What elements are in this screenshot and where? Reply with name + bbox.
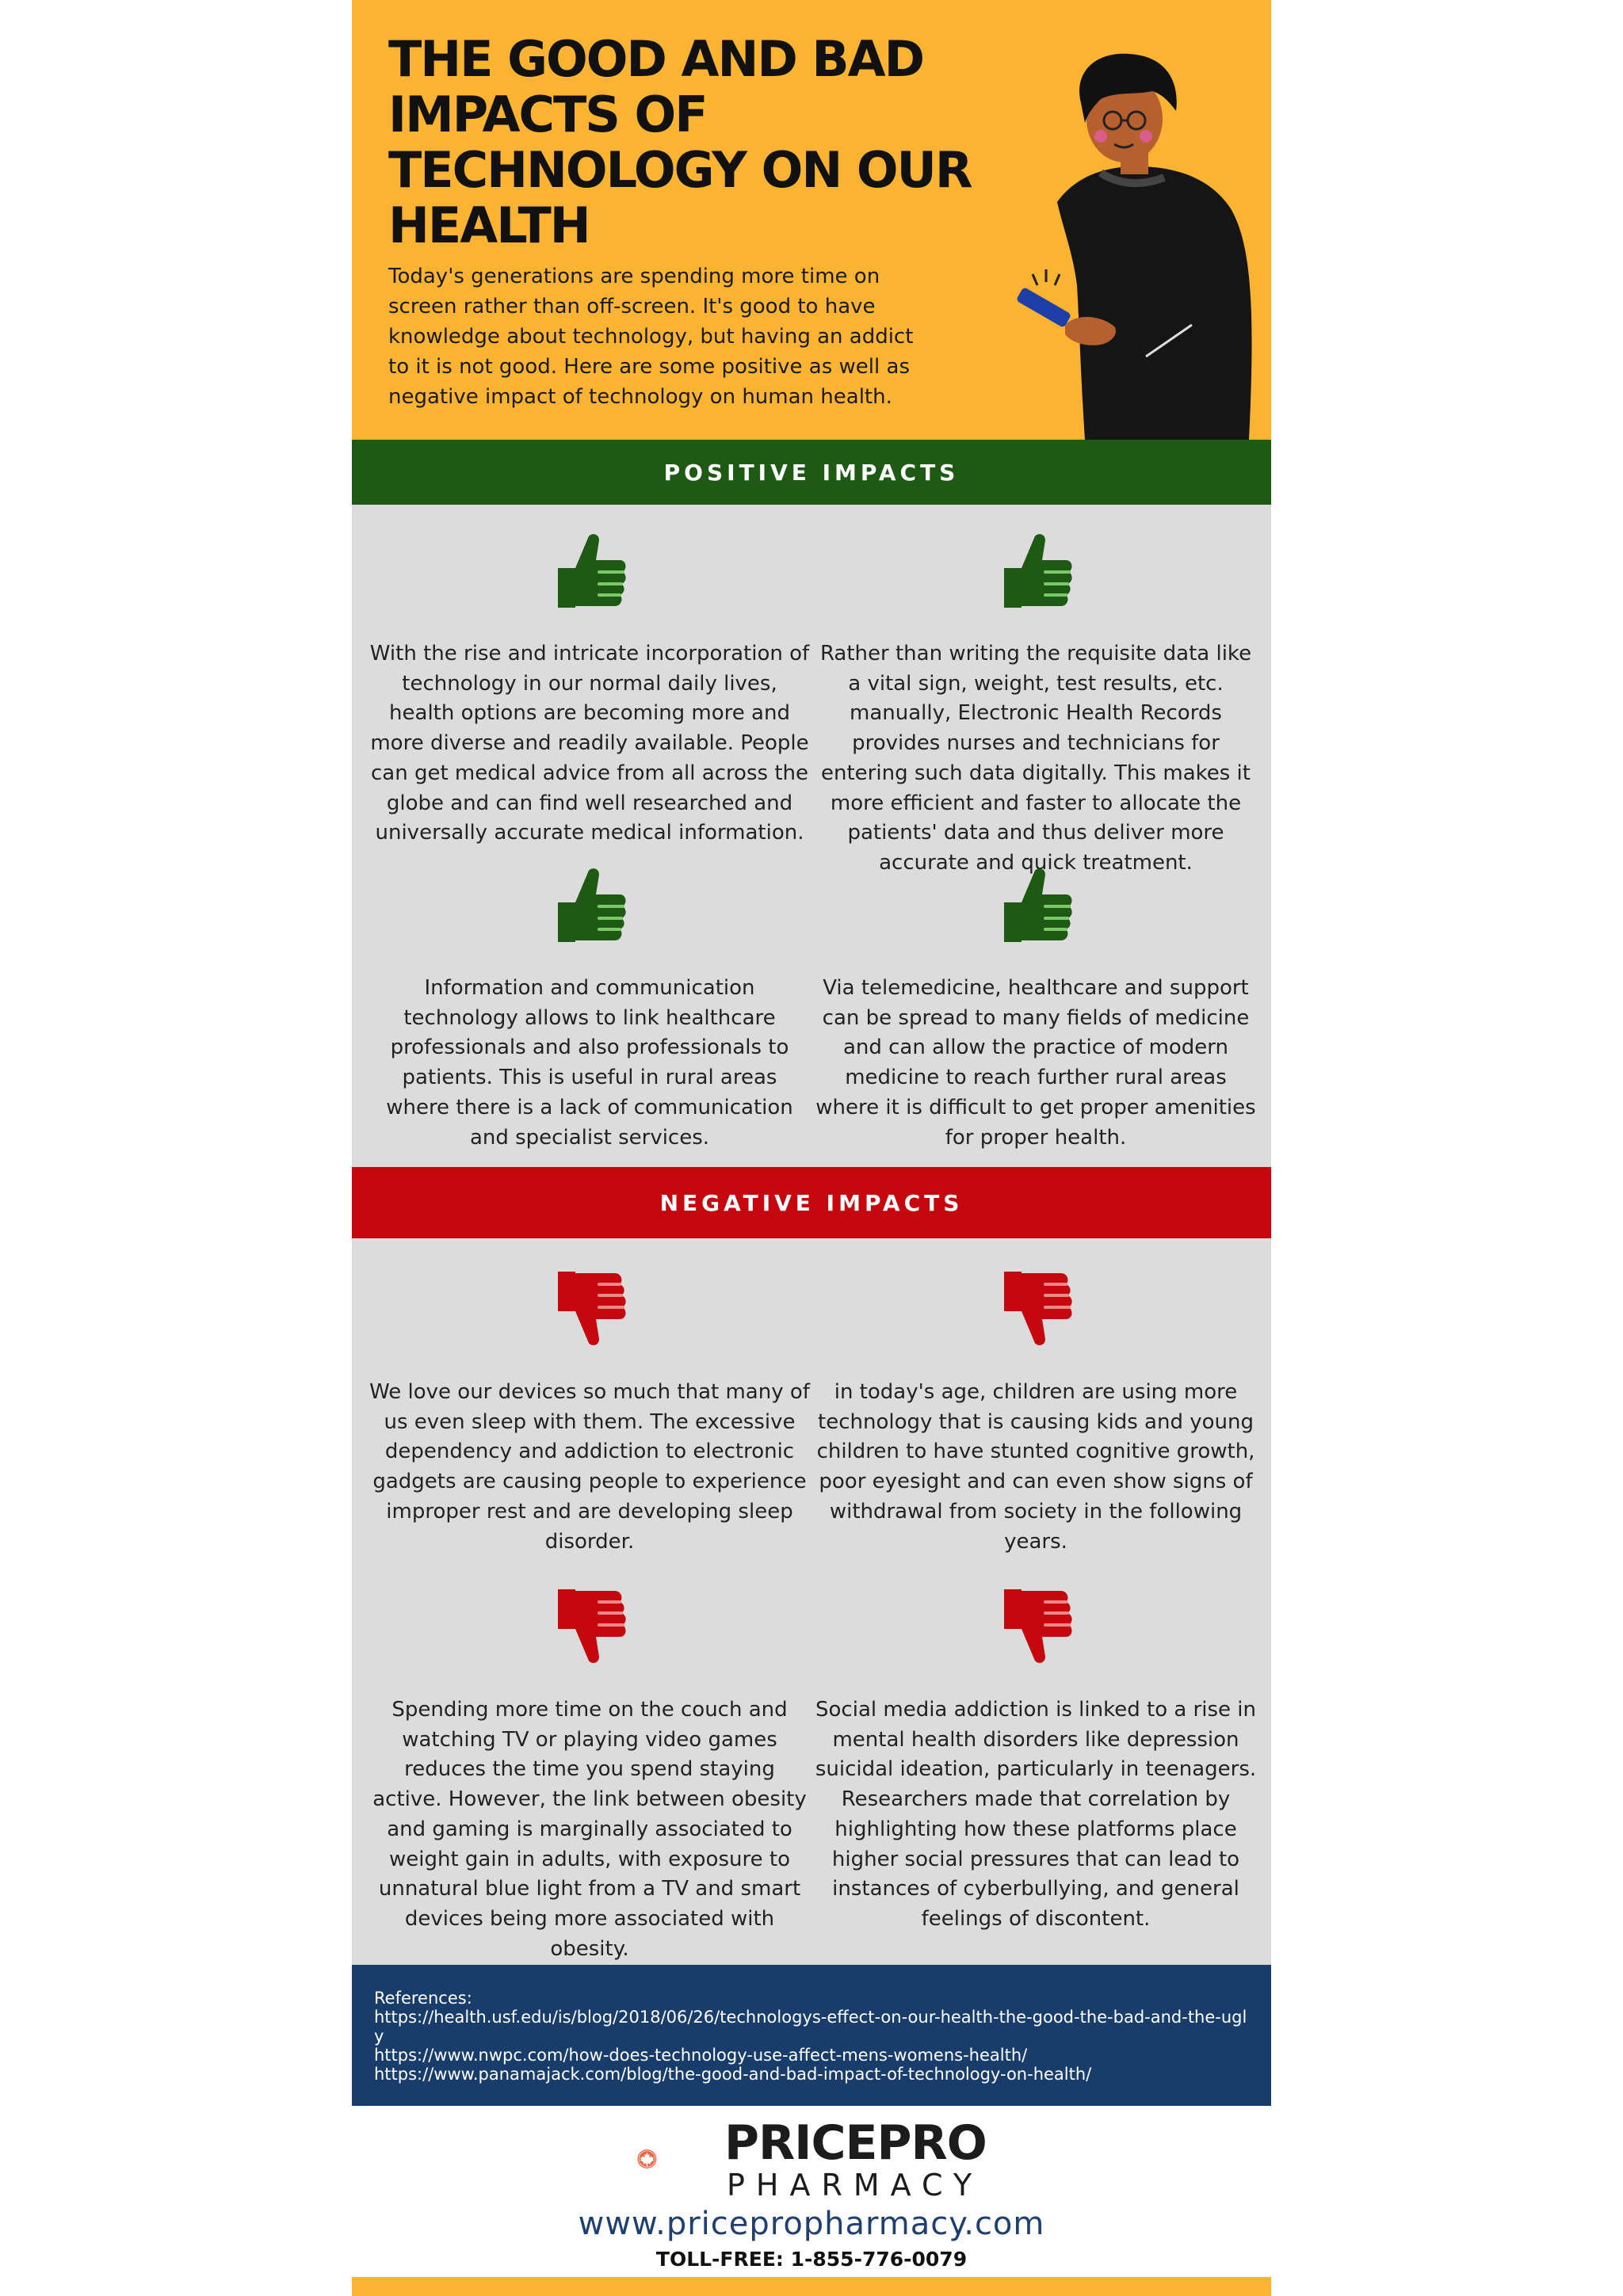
thumbs-down-icon <box>550 1267 629 1351</box>
references-section <box>352 1965 1271 2106</box>
positive-item-text: With the rise and intricate incorporation of technology in our normal daily lives, health options are becoming more and more diverse and readily available. People can get medical advice from all across the globe and can find well researched and universally accurate medical information. <box>369 642 810 845</box>
reference-link[interactable]: https://health.usf.edu/is/blog/2018/06/26/technologys-effect-on-our-health-the-good-the-bad-and-the-ugly <box>374 2008 1247 2046</box>
bottom-strip <box>352 2277 1271 2296</box>
negative-impacts-panel <box>352 1238 1271 1965</box>
brand-name: PRICEPRO <box>724 2115 987 2171</box>
negative-item <box>368 1585 812 1964</box>
thumbs-down-icon <box>550 1585 629 1669</box>
positive-item <box>814 863 1258 1153</box>
negative-item-text: in today's age, children are using more technology that is causing kids and young children to have stunted cognitive growth, poor eyesight and can even show signs of withdrawal from society in the following years. <box>816 1380 1255 1554</box>
negative-item <box>814 1585 1258 1935</box>
positive-item-text: Rather than writing the requisite data like a vital sign, weight, test results, etc. manually, Electronic Health Records provides nurses and technicians for entering such data digitally. This makes it more efficient and faster to allocate the patients' data and thus deliver more accurate and quick treatment. <box>819 642 1252 875</box>
negative-item-text: Spending more time on the couch and watching TV or playing video games reduces the time you spend staying active. However, the link between obesity and gaming is marginally associated to weight gain in adults, with exposure to unnatural blue light from a TV and smart devices being more associated with obesity. <box>372 1698 807 1961</box>
negative-impacts-banner <box>352 1167 1271 1238</box>
positive-item <box>368 528 812 849</box>
page-title: THE GOOD AND BAD IMPACTS OF TECHNOLOGY ON OUR HEALTH <box>388 30 972 254</box>
negative-item <box>368 1267 812 1557</box>
references-title: References: <box>374 1989 472 2008</box>
negative-item <box>814 1267 1258 1557</box>
reference-link[interactable]: https://www.nwpc.com/how-does-technology-use-affect-mens-womens-health/ <box>374 2046 1028 2065</box>
positive-item <box>368 863 812 1153</box>
brand-subtitle: PHARMACY <box>727 2168 983 2203</box>
positive-item-text: Information and communication technology allows to link healthcare professionals and also professionals to patients. This is useful in rural areas where there is a lack of communication and specialist services. <box>386 976 793 1150</box>
thumbs-up-icon <box>996 528 1075 612</box>
positive-impacts-panel <box>352 505 1271 1167</box>
thumbs-up-icon <box>996 863 1075 947</box>
negative-item-text: Social media addiction is linked to a rise in mental health disorders like depression suicidal ideation, particularly in teenagers. Researchers made that correlation by highlighting how these platforms place higher social pressures that can lead to instances of cyberbullying, and general feelings of discontent. <box>815 1698 1257 1931</box>
thumbs-down-icon <box>996 1267 1075 1351</box>
intro-text: Today's generations are spending more time on screen rather than off-screen. It's good to have knowledge about technology, but having an addict to it is not good. Here are some positive as well as negative impact of technology on human health. <box>388 265 914 409</box>
person-with-phone-illustration <box>938 48 1271 440</box>
thumbs-down-icon <box>996 1585 1075 1669</box>
website-link[interactable]: www.pricepropharmacy.com <box>578 2206 1045 2242</box>
negative-impacts-heading: NEGATIVE IMPACTS <box>659 1189 964 1216</box>
positive-item-text: Via telemedicine, healthcare and support can be spread to many fields of medicine and can allow the practice of modern medicine to reach further rural areas where it is difficult to get proper amenities for proper health. <box>815 976 1256 1150</box>
infographic <box>352 0 1271 2296</box>
toll-free-number: TOLL-FREE: 1-855-776-0079 <box>655 2248 968 2271</box>
positive-impacts-heading: POSITIVE IMPACTS <box>663 459 960 486</box>
header <box>352 0 1271 440</box>
positive-item <box>814 528 1258 879</box>
reference-link[interactable]: https://www.panamajack.com/blog/the-good-and-bad-impact-of-technology-on-health/ <box>374 2065 1092 2084</box>
thumbs-up-icon <box>550 528 629 612</box>
maple-leaf-icon <box>637 2115 724 2203</box>
positive-impacts-banner <box>352 440 1271 505</box>
thumbs-up-icon <box>550 863 629 947</box>
negative-item-text: We love our devices so much that many of us even sleep with them. The excessive dependency and addiction to electronic gadgets are causing people to experience improper rest and are developing sleep disorder. <box>369 1380 810 1554</box>
